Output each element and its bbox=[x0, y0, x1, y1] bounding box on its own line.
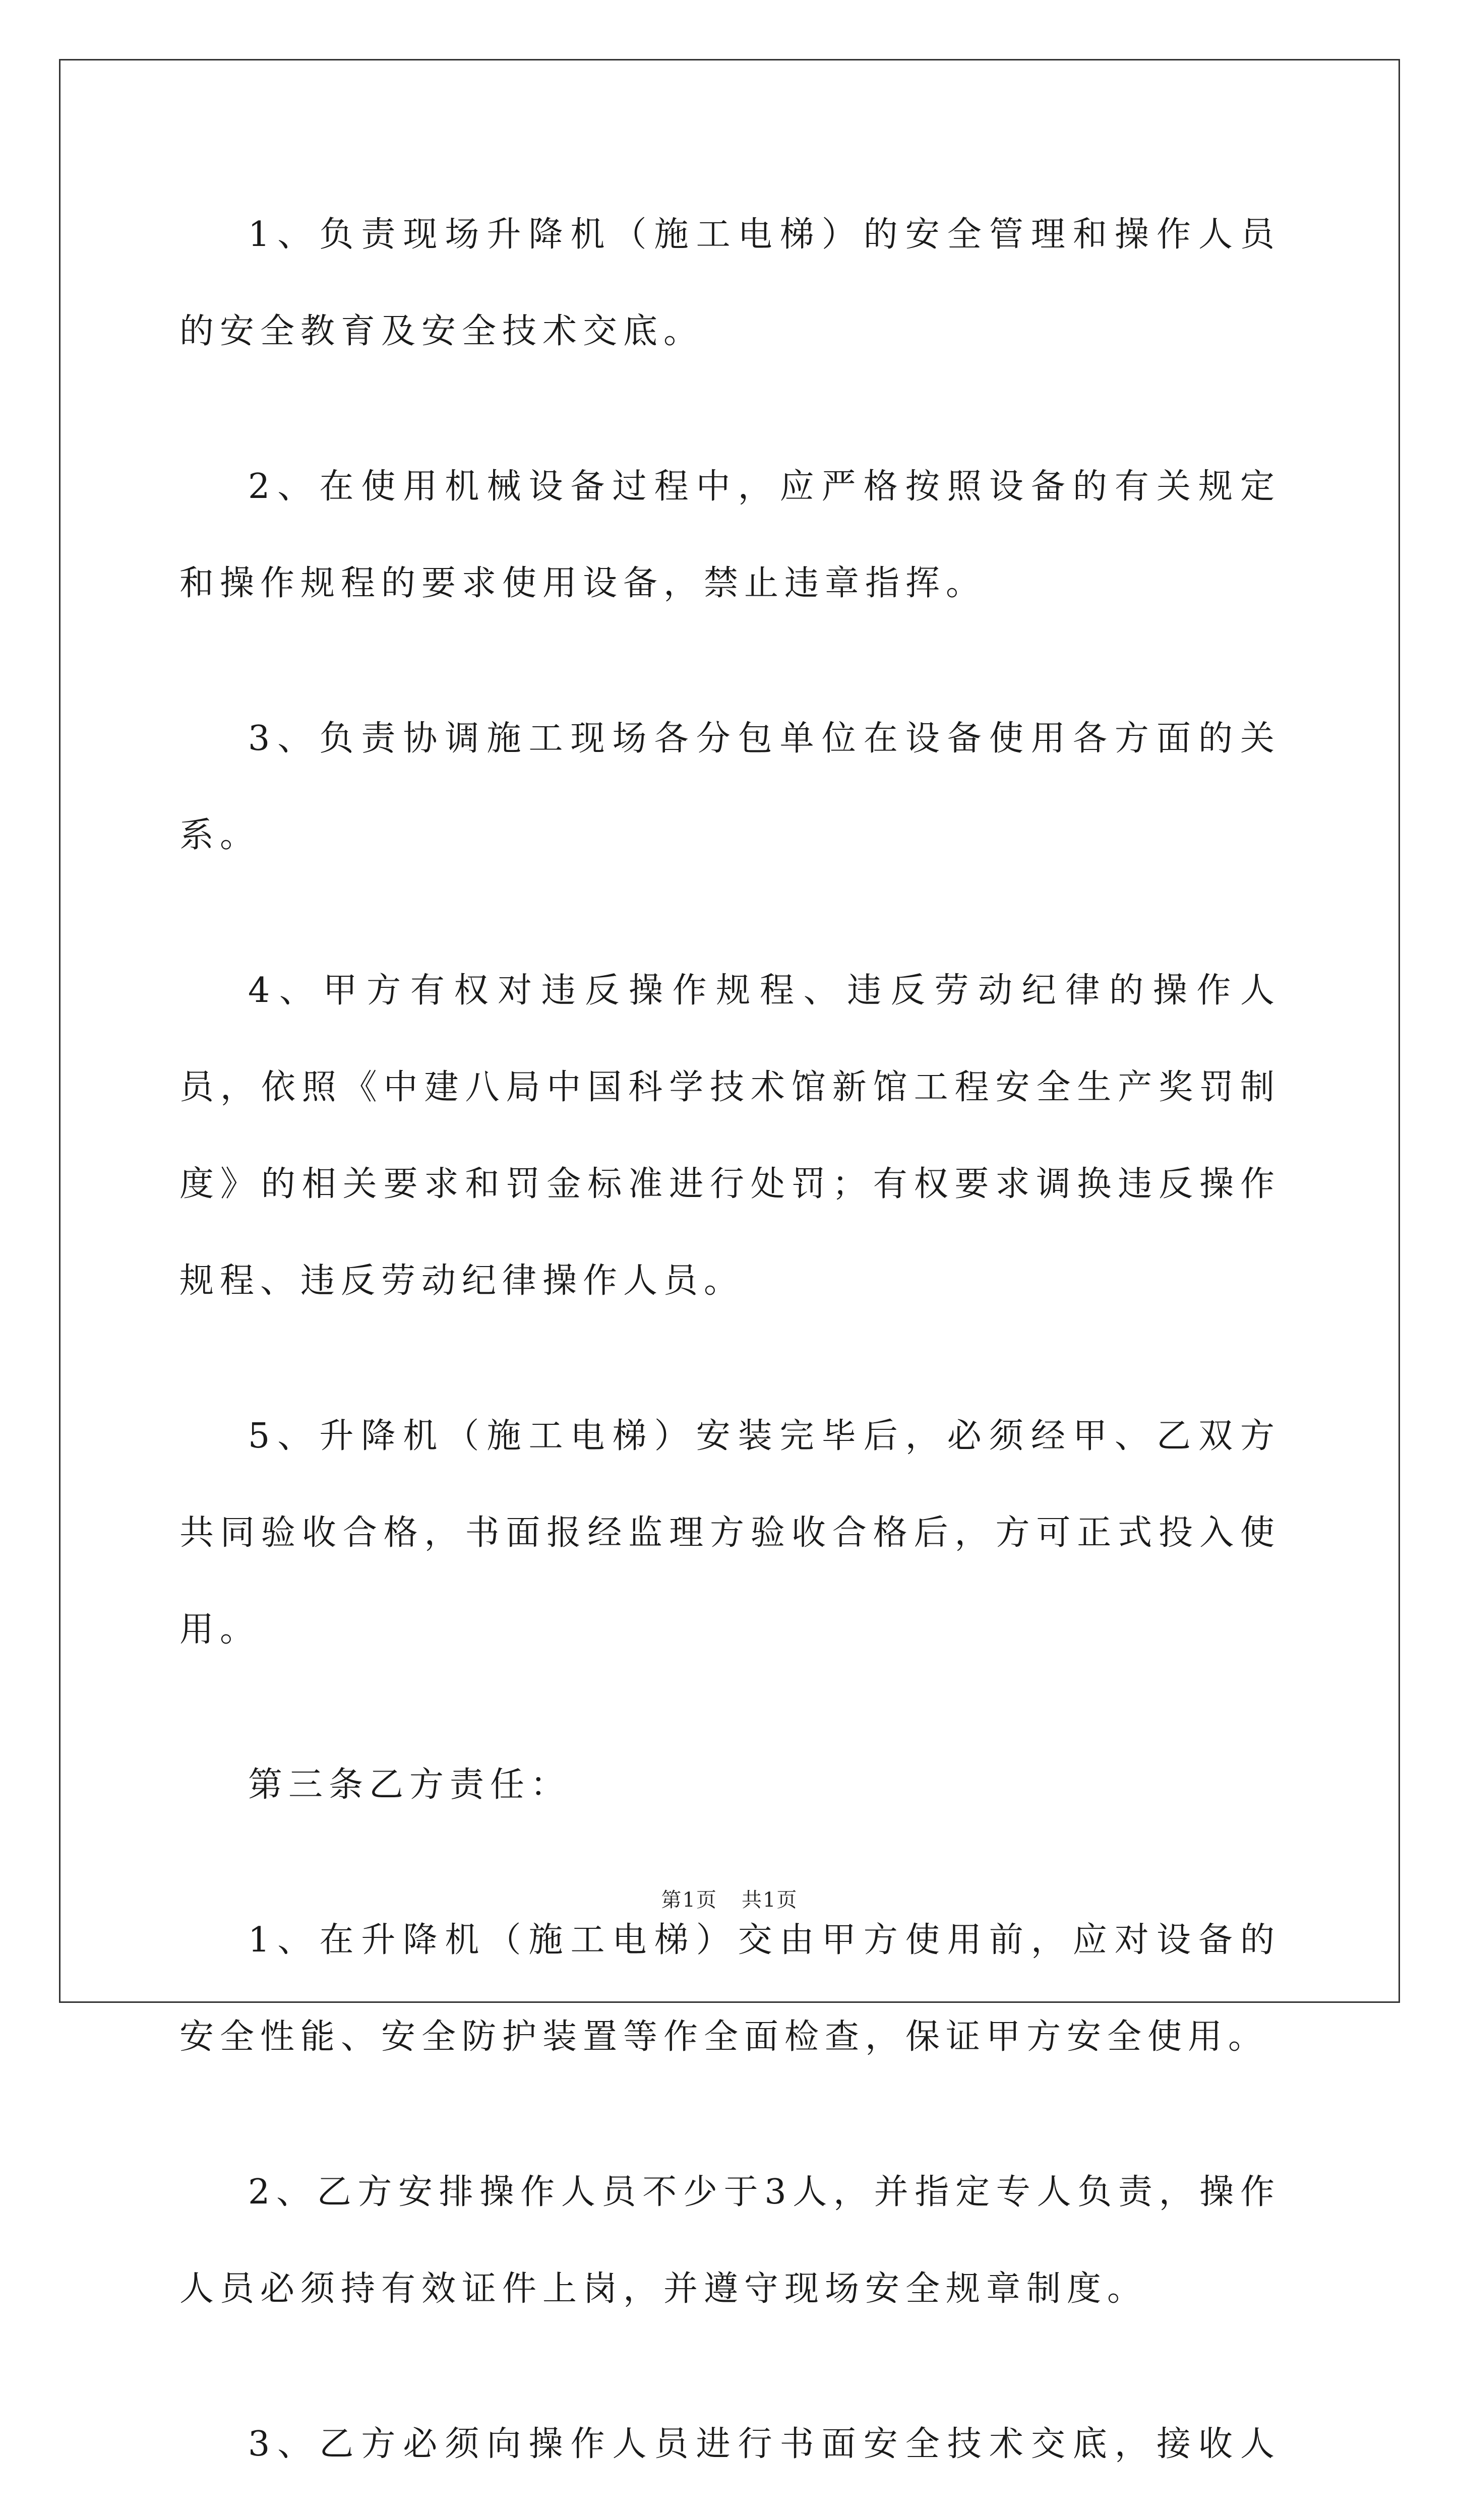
page-total: 共1页 bbox=[742, 1888, 798, 1912]
paragraph: 2、乙方安排操作人员不少于3人，并指定专人负责，操作人员必须持有效证件上岗，并遵守现场安全规章制度。 bbox=[179, 2172, 1281, 2309]
paragraph: 3、负责协调施工现场各分包单位在设备使用各方面的关系。 bbox=[179, 719, 1281, 855]
paragraph: 3、乙方必须向操作人员进行书面安全技术交底，接收人 bbox=[248, 2424, 1281, 2464]
page-footer bbox=[0, 1884, 1459, 1913]
page-number: 第1页 bbox=[661, 1888, 717, 1912]
document-body bbox=[179, 186, 1281, 2520]
paragraph: 5、升降机（施工电梯）安装完毕后，必须经甲、乙双方共同验收合格，书面报经监理方验收合格后，方可正式投入使用。 bbox=[179, 1416, 1281, 1650]
paragraph: 2、在使用机械设备过程中，应严格按照设备的有关规定和操作规程的要求使用设备，禁止违章指挥。 bbox=[179, 467, 1281, 603]
section-heading: 第三条乙方责任： bbox=[248, 1765, 571, 1805]
paragraph: 1、负责现场升降机（施工电梯）的安全管理和操作人员的安全教育及安全技术交底。 bbox=[179, 215, 1281, 351]
paragraph: 4、甲方有权对违反操作规程、违反劳动纪律的操作人员，依照《中建八局中国科学技术馆新馆工程安全生产奖罚制度》的相关要求和罚金标准进行处罚；有权要求调换违反操作规程、违反劳动纪律操作人员。 bbox=[179, 971, 1281, 1301]
paragraph: 1、在升降机（施工电梯）交由甲方使用前，应对设备的安全性能、安全防护装置等作全面检查，保证甲方安全使用。 bbox=[179, 1920, 1281, 2057]
